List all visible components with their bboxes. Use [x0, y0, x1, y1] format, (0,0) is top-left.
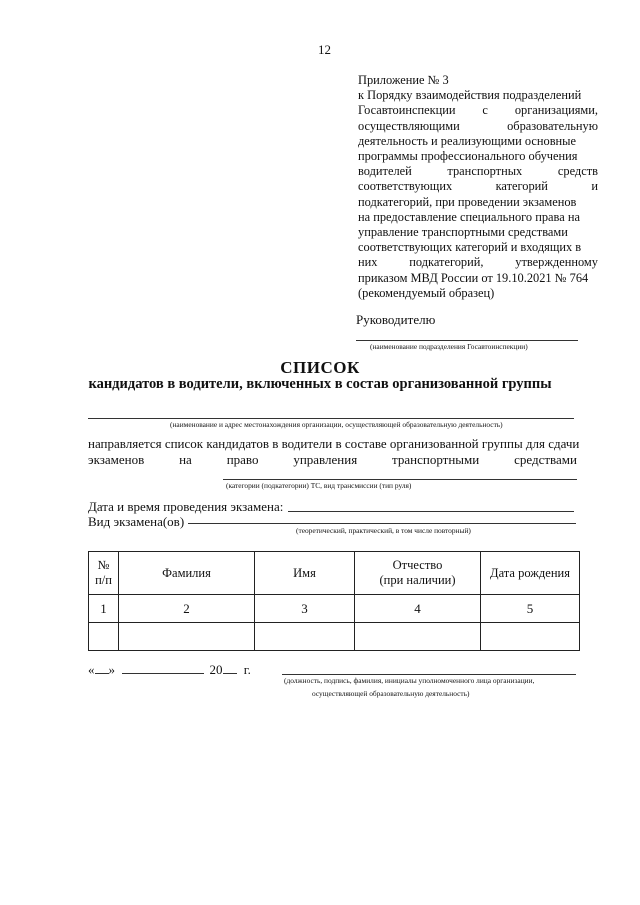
empty-cell[interactable]: [255, 623, 355, 651]
appendix-line: [358, 103, 598, 118]
document-title: СПИСОК: [280, 358, 360, 377]
signature-caption-line1: (должность, подпись, фамилия, инициалы уполномоченного лица организации,: [284, 676, 535, 685]
header-surname: Фамилия: [119, 552, 255, 595]
word: средств: [557, 164, 598, 179]
column-number-cell: 4: [355, 595, 481, 623]
month-field[interactable]: [122, 662, 204, 674]
table-row[interactable]: [89, 623, 580, 651]
word: Госавтоинспекции: [358, 103, 456, 118]
addressee-label: Руководителю: [356, 312, 436, 327]
exam-datetime-label: Дата и время проведения экзамена:: [88, 499, 284, 514]
appendix-line: [358, 119, 598, 134]
table-row: [89, 595, 580, 623]
word: них: [358, 255, 378, 270]
appendix-line: приказом МВД России от 19.10.2021 № 764: [358, 270, 589, 285]
appendix-line: (рекомендуемый образец): [358, 285, 495, 300]
appendix-line: соответствующих категорий и входящих в: [358, 240, 582, 255]
word: соответствующих: [358, 179, 453, 194]
year-field[interactable]: [223, 662, 237, 674]
word: с: [482, 103, 488, 118]
appendix-line: программы профессионального обучения: [358, 149, 578, 164]
word: и: [591, 179, 598, 194]
header-number: № п/п: [89, 552, 119, 595]
exam-type-label: Вид экзамена(ов): [88, 514, 185, 529]
sent-text: направляется список кандидатов в водители в составе организованной группы для сдачи: [88, 436, 580, 451]
appendix-block: [358, 73, 598, 301]
word: транспортных: [447, 164, 523, 179]
word: управления: [293, 452, 358, 467]
signature-caption-line2: осуществляющей образовательную деятельность): [312, 689, 470, 698]
word: подкатегорий,: [409, 255, 484, 270]
word: осуществляющими: [358, 118, 460, 133]
column-number-cell: 1: [89, 595, 119, 623]
document-subtitle: кандидатов в водители, включенных в состав организованной группы: [88, 376, 552, 392]
word: средствами: [514, 452, 577, 467]
appendix-line: управление транспортными средствами: [358, 225, 568, 240]
word: экзаменов: [88, 452, 145, 467]
organization-caption: (наименование и адрес местонахождения организации, осуществляющей образовательную деятельность): [170, 420, 503, 429]
category-caption: (категории (подкатегории) ТС, вид трансмиссии (тип руля): [226, 481, 412, 490]
empty-cell[interactable]: [355, 623, 481, 651]
appendix-line: деятельность и реализующими основные: [358, 133, 577, 148]
appendix-line: к Порядку взаимодействия подразделений: [358, 88, 582, 103]
appendix-line: на предоставление специального права на: [358, 209, 580, 224]
word: утвержденному: [515, 255, 598, 270]
exam-type-line[interactable]: [188, 510, 576, 524]
word: право: [226, 452, 259, 467]
empty-cell[interactable]: [481, 623, 580, 651]
appendix-line: [358, 164, 598, 179]
header-patronymic: Отчество (при наличии): [355, 552, 481, 595]
exam-type-caption: (теоретический, практический, в том числе повторный): [296, 526, 471, 535]
word: водителей: [358, 164, 412, 179]
signature-line[interactable]: [282, 662, 576, 675]
word: транспортными: [392, 452, 480, 467]
page-number: 12: [318, 42, 331, 57]
addressee-caption: (наименование подразделения Госавтоинспекции): [370, 342, 528, 351]
signature-date: [88, 662, 251, 678]
word: на: [179, 452, 192, 467]
word: образовательную: [507, 118, 598, 133]
year-suffix: г.: [243, 662, 251, 677]
date-close-quote: »: [108, 662, 115, 677]
organization-line[interactable]: [88, 405, 574, 419]
category-line[interactable]: [223, 466, 577, 480]
candidates-table: [88, 551, 580, 651]
column-number-cell: 2: [119, 595, 255, 623]
word: категорий: [495, 179, 548, 194]
date-open-quote: «: [88, 662, 95, 677]
year-prefix: 20: [209, 662, 223, 677]
table-header-row: [89, 552, 580, 595]
column-number-cell: 5: [481, 595, 580, 623]
appendix-line: Приложение № 3: [358, 73, 449, 87]
day-field[interactable]: [95, 662, 109, 674]
header-name: Имя: [255, 552, 355, 595]
addressee-line[interactable]: [356, 327, 578, 341]
appendix-line: [358, 179, 598, 194]
appendix-line: подкатегорий, при проведении экзаменов: [358, 194, 577, 209]
appendix-line: [358, 255, 598, 270]
empty-cell[interactable]: [119, 623, 255, 651]
word: организациями,: [514, 103, 598, 118]
empty-cell[interactable]: [89, 623, 119, 651]
column-number-cell: 3: [255, 595, 355, 623]
header-birthdate: Дата рождения: [481, 552, 580, 595]
